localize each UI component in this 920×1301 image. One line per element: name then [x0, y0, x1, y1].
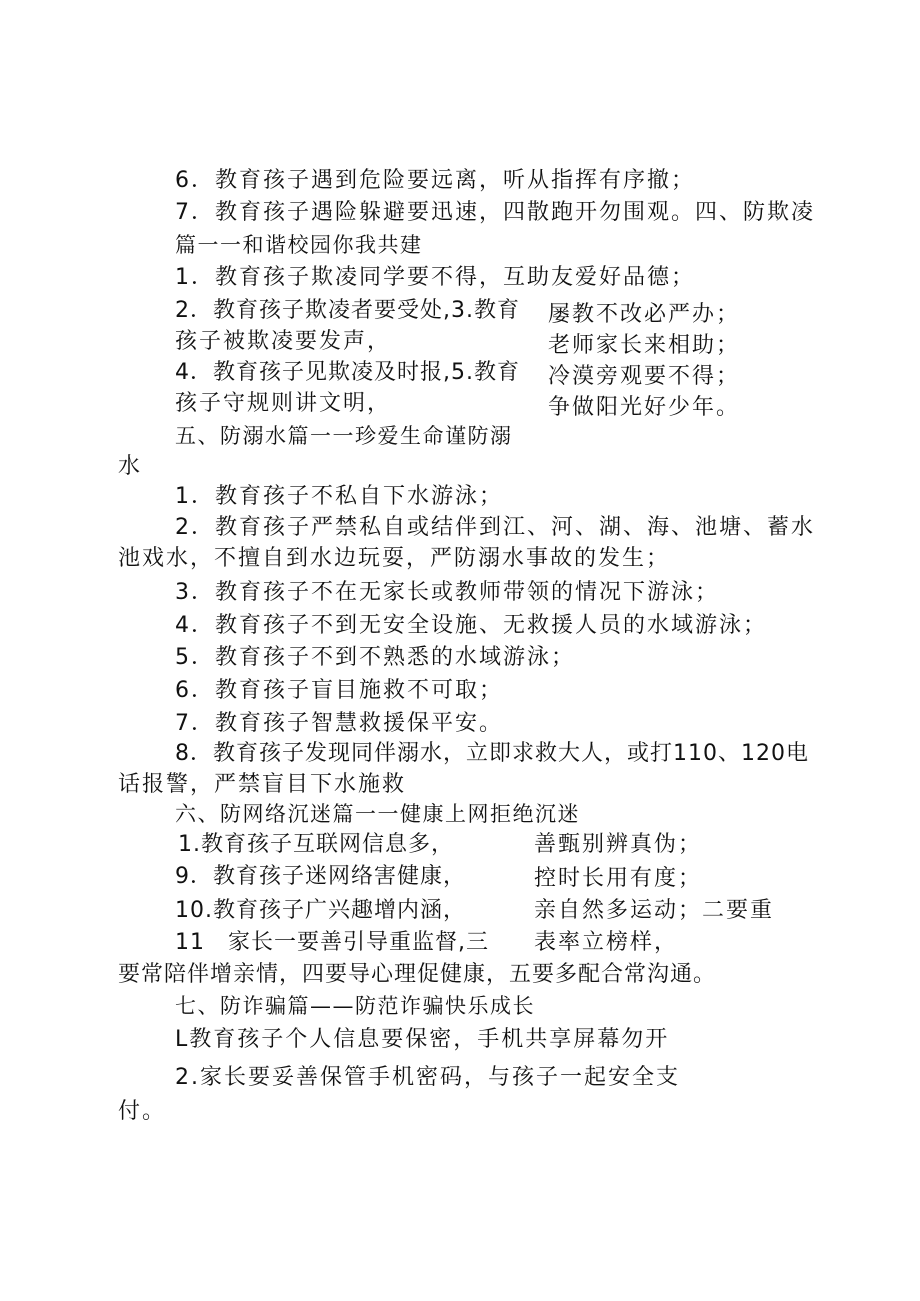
text-line: 4．教育孩子不到无安全设施、无救援人员的水域游泳； [175, 613, 767, 638]
text-line: 6．教育孩子盲目施救不可取； [175, 678, 503, 703]
text-line: 6．教育孩子遇到危险要远离，听从指挥有序撤； [175, 168, 695, 193]
text-line: 付。 [118, 1099, 167, 1124]
text-line: 7．教育孩子遇险躲避要迅速，四散跑开勿围观。四、防欺凌 [175, 200, 815, 225]
text-line: 孩子被欺凌要发声， [175, 329, 392, 354]
text-line: 2.家长要妥善保管手机密码，与孩子一起安全支 [175, 1065, 680, 1090]
text-line: 11 家长一要善引导重监督,三 [175, 930, 489, 955]
text-line: 水 [118, 454, 143, 479]
text-line: 4．教育孩子见欺凌及时报,5.教育 [175, 360, 520, 385]
text-line: 2．教育孩子欺凌者要受处,3.教育 [175, 298, 520, 323]
text-line-right: 老师家长来相助； [548, 333, 741, 358]
text-line: 5．教育孩子不到不熟悉的水域游泳； [175, 645, 575, 670]
text-line: 话报警，严禁盲目下水施救 [118, 772, 407, 797]
text-line-right: 善甄别辨真伪； [534, 832, 703, 857]
text-line: 10.教育孩子广兴趣增内涵， [175, 898, 466, 923]
text-line-right: 亲自然多运动；二要重 [534, 898, 775, 923]
text-line: 2．教育孩子严禁私自或结伴到江、河、湖、海、池塘、蓄水 [175, 515, 815, 540]
text-line: 8．教育孩子发现同伴溺水，立即求救大人，或打110、120电 [175, 741, 809, 766]
section-heading: 六、防网络沉迷篇一一健康上网拒绝沉迷 [175, 802, 580, 826]
text-line-right: 控时长用有度； [534, 866, 703, 891]
text-line-right: 表率立榜样， [534, 930, 679, 955]
text-line: L教育孩子个人信息要保密，手机共享屏幕勿开 [175, 1027, 670, 1052]
text-line: 孩子守规则讲文明， [175, 391, 392, 416]
text-line: 要常陪伴增亲情，四要导心理促健康，五要多配合常沟通。 [118, 962, 717, 987]
text-line: 1.教育孩子互联网信息多， [178, 832, 454, 857]
section-heading: 七、防诈骗篇——防范诈骗快乐成长 [175, 994, 535, 1018]
text-line: 9．教育孩子迷网络害健康， [175, 864, 466, 889]
text-line: 1．教育孩子欺凌同学要不得，互助友爱好品德； [175, 265, 695, 290]
text-line-right: 屡教不改必严办； [548, 302, 741, 327]
text-line-right: 冷漠旁观要不得； [548, 364, 741, 389]
text-line-right: 争做阳光好少年。 [548, 395, 741, 420]
section-heading: 篇一一和谐校园你我共建 [175, 233, 423, 257]
text-line: 池戏水，不擅自到水边玩耍，严防溺水事故的发生； [118, 546, 671, 571]
section-heading: 五、防溺水篇一一珍爱生命谨防溺 [175, 424, 513, 448]
text-line: 3．教育孩子不在无家长或教师带领的情况下游泳； [175, 580, 719, 605]
text-line: 1．教育孩子不私自下水游泳； [175, 484, 503, 509]
text-line: 7．教育孩子智慧救援保平安。 [175, 711, 503, 736]
